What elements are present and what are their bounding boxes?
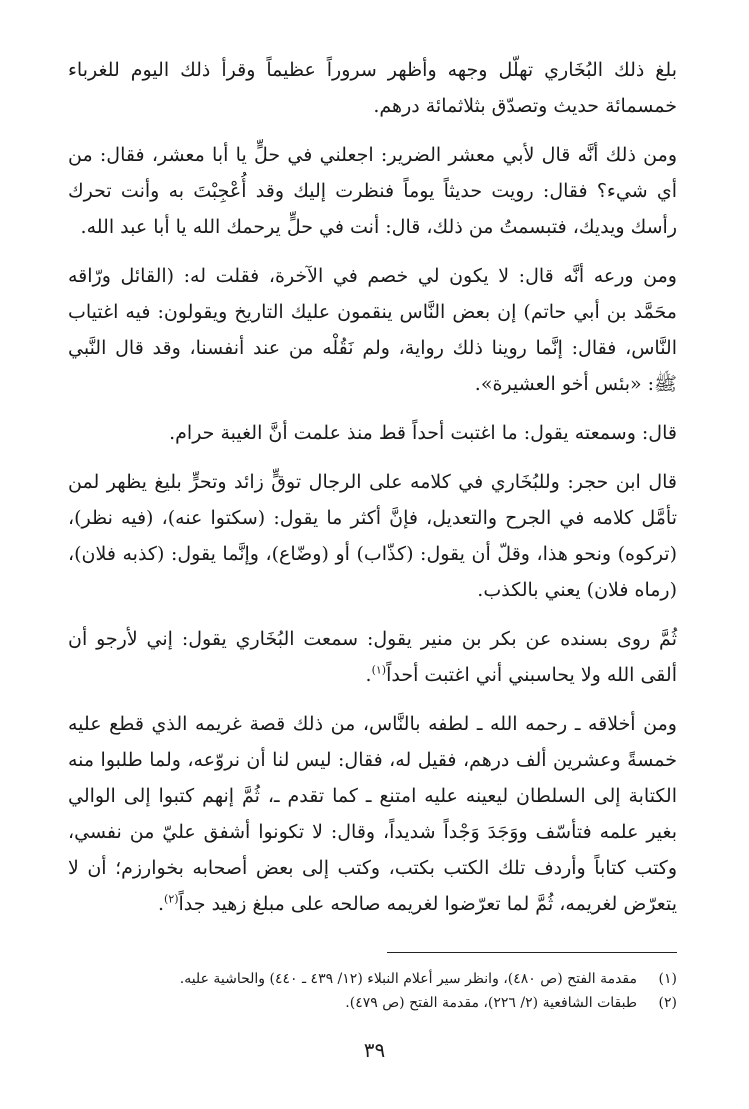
footnote-1-text: مقدمة الفتح (ص ٤٨٠)، وانظر سير أعلام النبلاء (١٢/ ٤٣٩ ـ ٤٤٠) والحاشية عليه. [179,971,637,987]
footnote-2-text: طبقات الشافعية (٢/ ٢٢٦)، مقدمة الفتح (ص ٤٧٩). [345,995,637,1011]
footnote-2-number: (٢) [658,995,677,1011]
footnote-2 [68,991,677,1015]
footnote-divider [387,952,677,953]
footnote-1-number: (١) [658,971,677,987]
paragraph-7-period: . [157,893,165,915]
paragraph-6 [68,621,677,693]
paragraph-5: قال ابن حجر: وللبُخَاري في كلامه على الرجال توقٍّ زائد وتحرٍّ بليغ يظهر لمن تأمَّل كلامه في الجرح والتعديل، فإنَّ أكثر ما يقول: (سكتوا عنه)، (فيه نظر)، (تركوه) ونحو هذا، وقلّ أن يقول: (كذّاب) أو (وضّاع)، وإنَّما يقول: (كذبه فلان)، (رماه فلان) يعني بالكذب. [68,471,677,601]
paragraph-1: بلغ ذلك البُخَاري تهلّل وجهه وأظهر سروراً عظيماً وقرأ ذلك اليوم للغرباء خمسمائة حديث وتصدّق بثلاثمائة درهم. [68,59,677,117]
paragraph-4: قال: وسمعته يقول: ما اغتبت أحداً قط منذ علمت أنَّ الغيبة حرام. [169,422,677,444]
footnote-1 [68,967,677,991]
paragraph-3: ومن ورعه أنَّه قال: لا يكون لي خصم في الآخرة، فقلت له: (القائل ورّاقه محَمَّد بن أبي حاتم) إن بعض النَّاس ينقمون عليك التاريخ ويقولون: فيه اغتياب النَّاس، فقال: إنَّما روينا ذلك رواية، ولم نَقُلْه من عند أنفسنا، وقد قال النَّبي ﷺ: «بئس أخو العشيرة». [68,265,677,395]
paragraph-2: ومن ذلك أنَّه قال لأبي معشر الضرير: اجعلني في حلٍّ يا أبا معشر، فقال: من أي شيء؟ فقال: رويت حديثاً يوماً فنظرت إليك وقد أُعْجِبْتَ به وأنت تحرك رأسك ويديك، فتبسمتُ من ذلك، قال: أنت في حلٍّ يرحمك الله يا أبا عبد الله. [68,144,677,238]
footnotes [68,967,677,1015]
footnote-marker-2[interactable]: (٢) [164,892,179,906]
paragraph-7 [68,706,677,922]
page-number: ٣٩ [363,1038,386,1062]
paragraph-7-text: ومن أخلاقه ـ رحمه الله ـ لطفه بالنَّاس، من ذلك قصة غريمه الذي قطع عليه خمسةً وعشرين ألف درهم، فقيل له، فقال: ليس لنا أن نروّعه، ولما طلبوا منه الكتابة إلى السلطان ليعينه عليه امتنع ـ كما تقدم ـ، ثُمَّ إنهم كتبوا إلى الوالي بغير علمه فتأسّف ووَجَدَ وَجْداً شديداً، وقال: لا تكونوا أشفق عليّ من نفسي، وكتب كتاباً وأردف تلك الكتب بكتب، وكتب إلى بعض أصحابه بخوارزم؛ أن لا يتعرّض لغريمه، ثُمَّ لما تعرّضوا لغريمه صالحه على مبلغ زهيد جداً [68,713,677,915]
paragraph-6-text: ثُمَّ روى بسنده عن بكر بن منير يقول: سمعت البُخَاري يقول: إني لأرجو أن ألقى الله ولا يحاسبني أني اغتبت أحداً [68,628,677,686]
footnote-marker-1[interactable]: (١) [371,663,387,677]
paragraph-6-period: . [365,664,372,686]
